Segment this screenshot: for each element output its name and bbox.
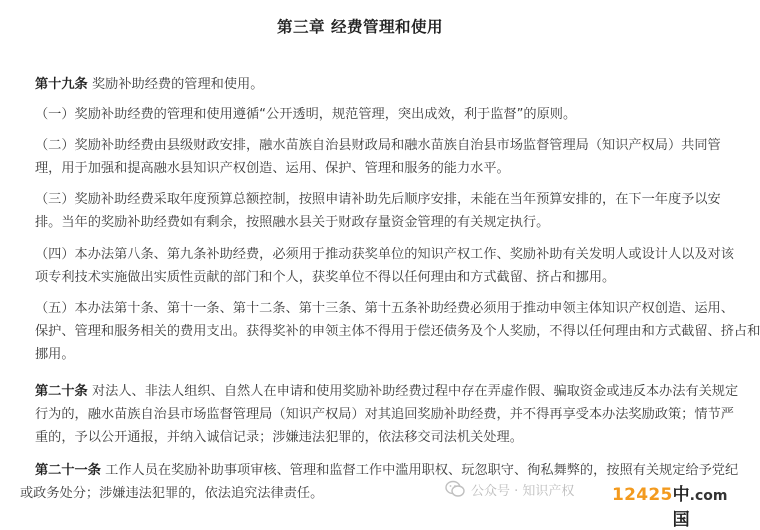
logo-chinese: 中国: [672, 485, 690, 530]
article-19-item-2-line-1: （二）奖励补助经费由县级财政安排，融水苗族自治县财政局和融水苗族自治县市场监督管理局（知识产权局）共同管: [35, 138, 721, 153]
article-19-item-3-line-1: （三）奖励补助经费采取年度预算总额控制，按照申请补助先后顺序安排，未能在当年预算安排的，在下一年度予以安: [35, 192, 721, 207]
article-19-item-5-line-3: 挪用。: [35, 347, 75, 362]
article-19-item-4-line-1: （四）本办法第八条、第九条补助经费，必须用于推动获奖单位的知识产权工作、奖励补助有关发明人或设计人以及对该: [35, 247, 734, 262]
watermark-text: 公众号 · 知识产权: [471, 483, 575, 499]
chapter-title: 第三章 经费管理和使用: [277, 18, 443, 36]
article-19-item-1-line-1: （一）奖励补助经费的管理和使用遵循“公开透明，规范管理，突出成效，利于监督”的原则。: [35, 107, 577, 122]
article-19-text: 奖励补助经费的管理和使用。: [87, 77, 264, 92]
article-20-label: 第二十条: [35, 384, 88, 399]
wechat-watermark: [445, 476, 574, 502]
article-20-line-3: 重的，予以公开通报，并纳入诚信记录；涉嫌违法犯罪的，依法移交司法机关处理。: [35, 430, 523, 445]
article-19-item-5-line-1: （五）本办法第十条、第十一条、第十二条、第十三条、第十五条补助经费必须用于推动申领主体知识产权创造、运用、: [35, 301, 734, 316]
article-19-item-5-line-2: 保护、管理和服务相关的费用支出。获得奖补的申领主体不得用于偿还债务及个人奖励，不得以任何理由和方式截留、挤占和: [35, 324, 760, 339]
article-19-label: 第十九条: [35, 77, 88, 92]
article-21-line-1: 第二十一条 工作人员在奖励补助事项审核、管理和监督工作中滥用职权、玩忽职守、徇私舞弊的，按照有关规定给予党纪: [35, 463, 739, 478]
site-logo: [610, 479, 730, 530]
article-20-line-1: 第二十条 对法人、非法人组织、自然人在申请和使用奖励补助经费过程中存在弄虚作假、骗取资金或违反本办法有关规定: [35, 384, 739, 399]
article-19-item-3-line-2: 排。当年的奖励补助经费如有剩余，按照融水县关于财政存量资金管理的有关规定执行。: [35, 215, 550, 230]
logo-number: 12425: [612, 485, 673, 505]
article-21-label: 第二十一条: [35, 463, 101, 478]
article-19-heading-line: [35, 73, 263, 97]
wechat-icon: [445, 480, 465, 498]
logo-domain: .com: [689, 488, 728, 504]
article-21-line-2: 或政务处分；涉嫌违法犯罪的，依法追究法律责任。: [20, 486, 324, 501]
article-19-item-2-line-2: 理，用于加强和提高融水县知识产权创造、运用、保护、管理和服务的能力水平。: [35, 161, 510, 176]
article-19-item-4-line-2: 项专利技术实施做出实质性贡献的部门和个人，获奖单位不得以任何理由和方式截留、挤占和挪用。: [35, 270, 616, 285]
article-20-line-2: 行为的，融水苗族自治县市场监督管理局（知识产权局）对其追回奖励补助经费，并不得再享受本办法奖励政策；情节严: [35, 407, 734, 422]
